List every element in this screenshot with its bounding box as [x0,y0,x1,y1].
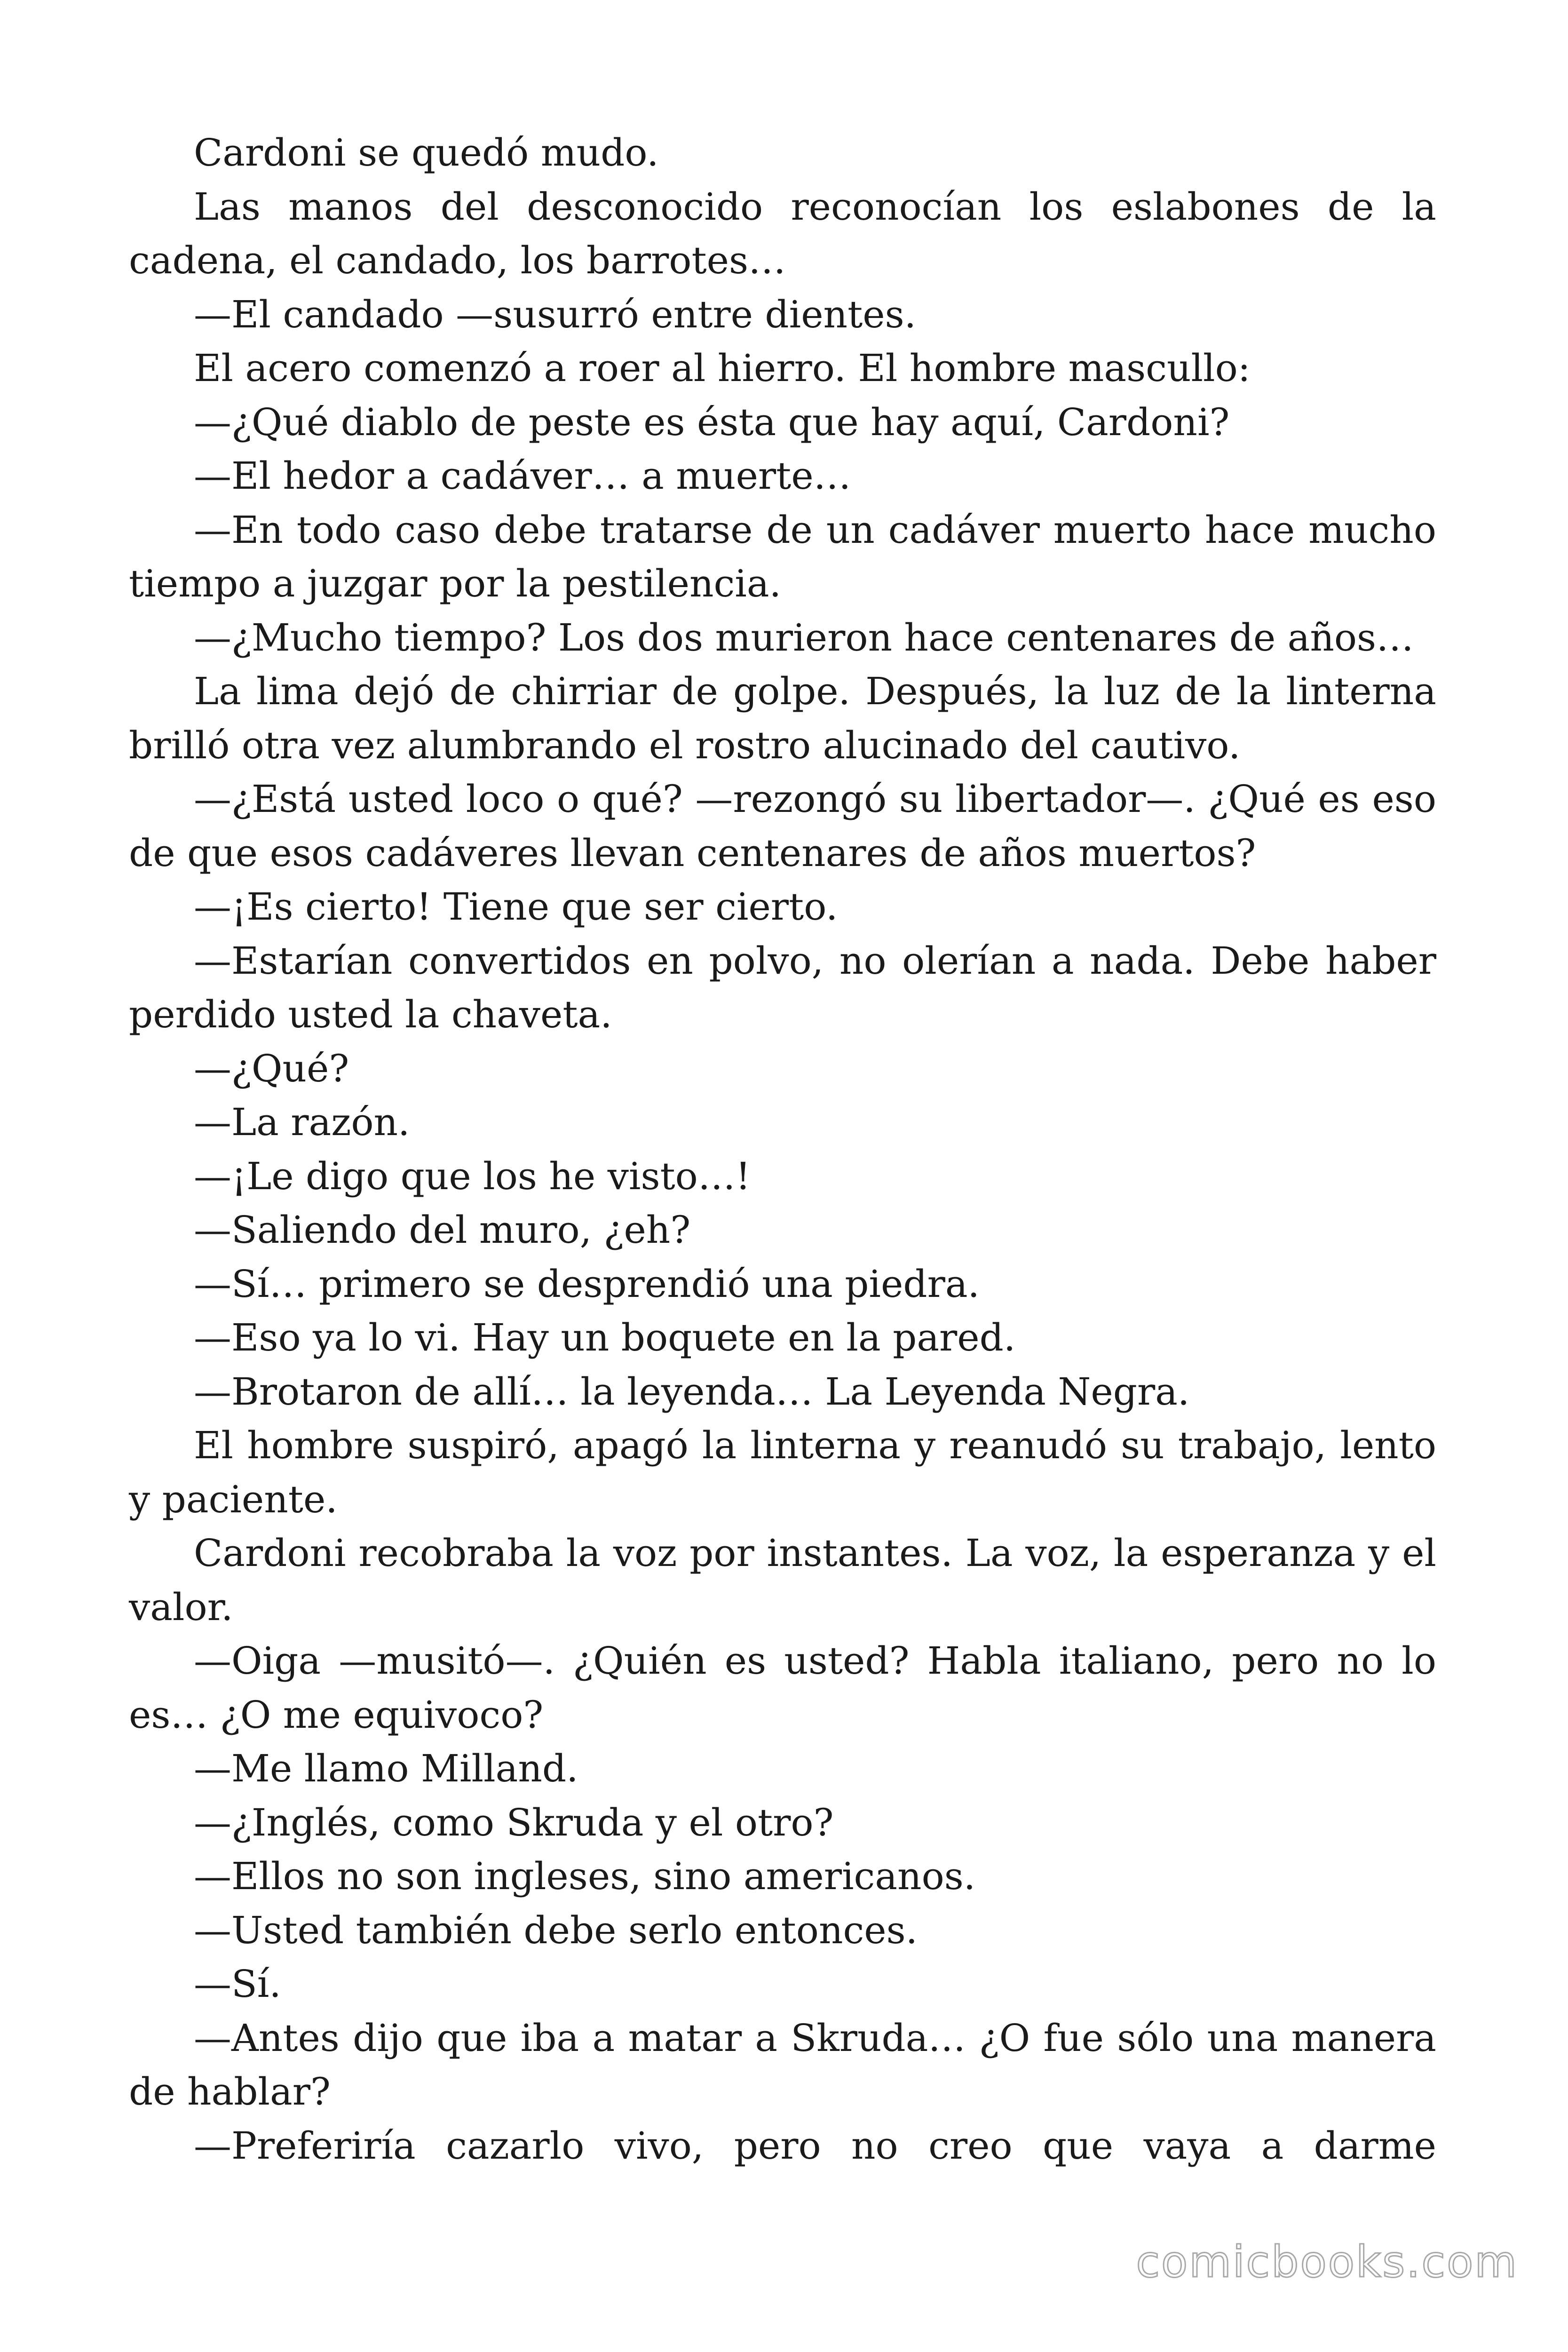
paragraph: —¡Es cierto! Tiene que ser cierto. [194,885,838,929]
paragraph: —Antes dijo que iba a matar a Skruda… ¿O fue sólo una manera de hablar? [129,2016,1436,2114]
paragraph: —El hedor a cadáver… a muerte… [194,454,851,498]
paragraph: —Oiga —musitó—. ¿Quién es usted? Habla italiano, pero no lo es… ¿O me equivoco? [129,1639,1436,1737]
paragraph: —¿Inglés, como Skruda y el otro? [194,1800,834,1844]
paragraph: —¡Le digo que los he visto…! [194,1154,751,1198]
paragraph: —Estarían convertidos en polvo, no olerían a nada. Debe haber perdido usted la chaveta. [129,938,1436,1036]
paragraph: Las manos del desconocido reconocían los eslabones de la cadena, el candado, los barrotes… [129,184,1436,282]
paragraph: El hombre suspiró, apagó la linterna y reanudó su trabajo, lento y paciente. [129,1423,1436,1521]
paragraph: —Saliendo del muro, ¿eh? [194,1208,691,1252]
paragraph: —Ellos no son ingleses, sino americanos. [194,1854,976,1898]
paragraph: —Sí… primero se desprendió una piedra. [194,1262,980,1306]
paragraph: —El candado —susurró entre dientes. [194,292,917,336]
paragraph: —Brotaron de allí… la leyenda… La Leyenda Negra. [194,1369,1190,1414]
paragraph: —¿Está usted loco o qué? —rezongó su libertador—. ¿Qué es eso de que esos cadáveres llevan centenares de años muertos? [129,777,1436,875]
paragraph: Cardoni se quedó mudo. [194,131,659,175]
body-text [129,126,1436,2173]
paragraph: Cardoni recobraba la voz por instantes. La voz, la esperanza y el valor. [129,1531,1436,1629]
watermark: comicbooks.com [1136,2237,1518,2287]
paragraph: —¿Mucho tiempo? Los dos murieron hace centenares de años… [194,615,1414,660]
paragraph: —¿Qué? [194,1046,349,1090]
paragraph: —Preferiría cazarlo vivo, pero no creo que vaya a darme [194,2123,1436,2168]
paragraph: La lima dejó de chirriar de golpe. Después, la luz de la linterna brilló otra vez alumbrando el rostro alucinado del cautivo. [129,669,1436,767]
paragraph: El acero comenzó a roer al hierro. El hombre mascullo: [194,346,1251,390]
paragraph: —La razón. [194,1100,410,1144]
paragraph: —En todo caso debe tratarse de un cadáver muerto hace mucho tiempo a juzgar por la pestilencia. [129,508,1436,605]
paragraph: —Me llamo Milland. [194,1747,578,1790]
paragraph: —Eso ya lo vi. Hay un boquete en la pared. [194,1316,1016,1359]
paragraph: —Sí. [194,1962,281,2006]
paragraph: —Usted también debe serlo entonces. [194,1908,918,1952]
paragraph: —¿Qué diablo de peste es ésta que hay aquí, Cardoni? [194,400,1230,444]
